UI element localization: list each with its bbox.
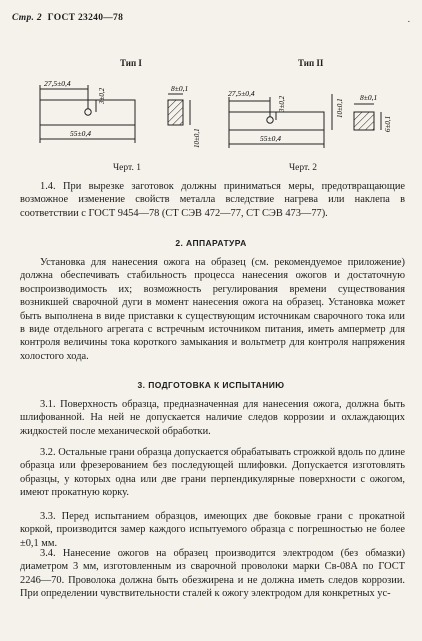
fig2-dim-bottom: 55±0,4 <box>260 134 281 143</box>
figure-2-title: Тип II <box>298 58 324 68</box>
paragraph-3-2 <box>20 446 405 500</box>
fig1-dim-right-top: 8±0,1 <box>171 84 189 93</box>
page-number: Стр. 2 <box>12 13 42 23</box>
section-2-title: 2. АППАРАТУРА <box>175 238 247 248</box>
figure-1-drawing <box>0 0 422 200</box>
section-3-title: 3. ПОДГОТОВКА К ИСПЫТАНИЮ <box>137 380 285 390</box>
paragraph-text: 3.2. Остальные грани образца допускается обрабатывать строжкой вдоль по длине образца или фрезерованием без последующей шлифовки. Допускается изготовлять образцы, у которых одна или две грани перпендикулярные поверхности с ожогом, имеют прокатную корку. <box>20 447 405 499</box>
corner-mark: . <box>407 14 410 24</box>
standard-number: ГОСТ 23240—78 <box>47 13 124 23</box>
paragraph-3-3 <box>20 510 405 550</box>
paragraph-1-4 <box>20 180 405 220</box>
paragraph-text: 3.4. Нанесение ожогов на образец производится электродом (без обмазки) диаметром 3 мм, изготовленным из сварочной проволоки марки Св-08А по ГОСТ 2246—70. Проволока должна быть обезжирена и не должна иметь следов коррозии. При определении чувствительности сталей к ожогу электродом для конкретных ус- <box>20 548 405 600</box>
paragraph-text: Установка для нанесения ожога на образец (см. рекомендуемое приложение) должна обеспечивать стабильность процесса нанесения ожогов и достаточную воспроизводимость их; возможность регулирования времени существования возникшей сварочной дуги в момент нанесения ожога на образец. Установка может быть выполнена в виде приставки к существующим источникам сварочного тока или в виде отдельного агрегата с встречным источником питания, иметь амперметр для контроля величины тока короткого замыкания и вольтметр для контроля напряжения холостого хода. <box>20 257 405 362</box>
fig2-dim-right-top: 8±0,1 <box>360 93 378 102</box>
paragraph-text: 3.1. Поверхность образца, предназначенная для нанесения ожога, должна быть шлифованной. На ней не допускается наличие следов коррозии и охлаждающих жидкостей после механической обработки. <box>20 399 405 437</box>
fig2-dim-mid: 10±0,1 <box>336 98 344 118</box>
fig1-dim-bottom: 55±0,4 <box>70 129 91 138</box>
paragraph-text: 3.3. Перед испытанием образцов, имеющих две боковые грани с прокатной коркой, производится замер каждого испытуемого образца с погрешностью не более ±0,1 мм. <box>20 511 405 549</box>
fig2-dim-top: 27,5±0,4 <box>228 89 255 98</box>
figure-2-caption: Черт. 2 <box>289 163 317 173</box>
paragraph-3-4 <box>20 547 405 601</box>
paragraph-2 <box>20 256 405 363</box>
paragraph-text: 1.4. При вырезке заготовок должны приниматься меры, предотвращающие возможное изменение свойств металла вследствие нагрева или наклепа в соответствии с ГОСТ 9454—78 (СТ СЭВ 472—77, СТ СЭВ 473—77). <box>20 181 405 219</box>
figure-1-caption: Черт. 1 <box>113 163 141 173</box>
paragraph-3-1 <box>20 398 405 438</box>
fig2-dim-right-side: 6±0,1 <box>384 115 392 132</box>
figure-1-title: Тип I <box>120 58 142 68</box>
fig1-dim-left: 3±0,2 <box>98 87 106 104</box>
fig1-dim-top: 27,5±0,4 <box>44 79 71 88</box>
fig1-dim-right-side: 10±0,1 <box>193 128 201 148</box>
fig2-dim-left: 3±0,2 <box>278 95 286 112</box>
